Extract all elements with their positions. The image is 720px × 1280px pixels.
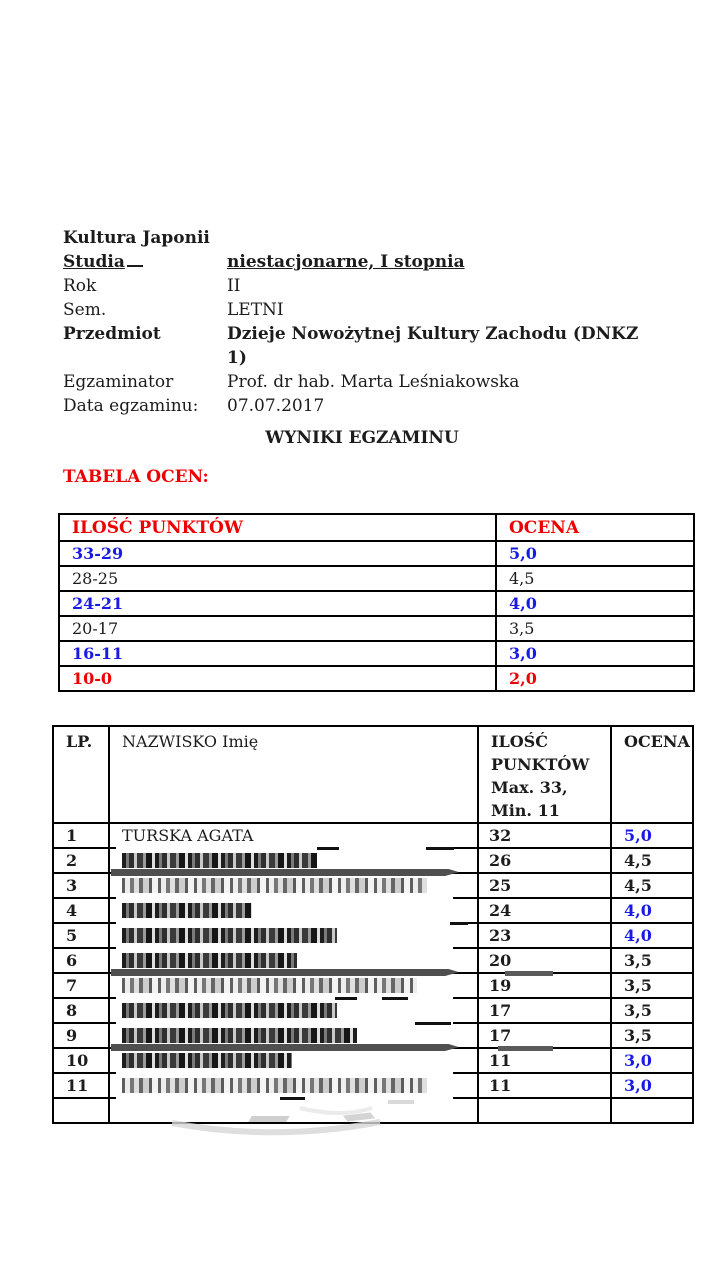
lp-cell: 11 (53, 1073, 109, 1098)
field-studia (63, 250, 663, 274)
redacted-name (122, 1028, 357, 1043)
field-egzaminator (63, 370, 663, 394)
lp-cell (53, 1098, 109, 1123)
table-row (59, 616, 694, 641)
scan-artifact-fragment (505, 971, 553, 976)
name-cell (109, 848, 478, 873)
points-cell: 26 (478, 848, 611, 873)
field-label: Rok (63, 276, 97, 296)
table-row (53, 1073, 693, 1098)
scan-artifact-dash (426, 847, 454, 850)
field-label: Studia (63, 252, 125, 272)
lp-cell: 9 (53, 1023, 109, 1048)
table-row (53, 898, 693, 923)
points-cell: 17 (478, 1023, 611, 1048)
points-range: 10-0 (59, 666, 496, 691)
redacted-name (122, 1003, 337, 1018)
points-cell: 11 (478, 1048, 611, 1073)
table-row (53, 1023, 693, 1048)
field-value: Prof. dr hab. Marta Leśniakowska (227, 372, 520, 392)
field-label: Data egzaminu: (63, 396, 199, 416)
results-table (52, 725, 694, 1124)
points-cell: 20 (478, 948, 611, 973)
grade-cell: 3,5 (611, 973, 693, 998)
name-cell (109, 923, 478, 948)
lp-cell: 1 (53, 823, 109, 848)
points-header (478, 726, 611, 823)
name-cell (109, 1023, 478, 1048)
field-label: Egzaminator (63, 372, 174, 392)
grade-value: 4,5 (496, 566, 694, 591)
table-row (59, 566, 694, 591)
name-cell (109, 1048, 478, 1073)
name-cell (109, 1073, 478, 1098)
redacted-name (122, 978, 417, 993)
grade-cell: 4,0 (611, 898, 693, 923)
table-row (59, 666, 694, 691)
field-value: LETNI (227, 300, 284, 320)
lp-cell: 2 (53, 848, 109, 873)
table-row (53, 973, 693, 998)
grade-cell: 3,5 (611, 998, 693, 1023)
document-header (63, 226, 663, 418)
points-cell: 11 (478, 1073, 611, 1098)
redacted-name (122, 853, 317, 868)
redacted-name (122, 1078, 427, 1093)
redacted-name (122, 903, 252, 918)
points-range: 28-25 (59, 566, 496, 591)
grade-header: OCENA (611, 726, 693, 823)
field-przedmiot (63, 322, 663, 370)
lp-cell: 5 (53, 923, 109, 948)
name-header: NAZWISKO Imię (109, 726, 478, 823)
scan-artifact-dash (280, 1097, 305, 1100)
name-cell (109, 823, 478, 848)
points-range: 33-29 (59, 541, 496, 566)
grade-cell: 3,0 (611, 1073, 693, 1098)
grade-value: 2,0 (496, 666, 694, 691)
redacted-name (122, 1053, 292, 1068)
points-range: 20-17 (59, 616, 496, 641)
table-row (59, 641, 694, 666)
student-name: TURSKA AGATA (122, 826, 254, 845)
lp-cell: 8 (53, 998, 109, 1023)
table-row (59, 541, 694, 566)
grade-cell: 5,0 (611, 823, 693, 848)
field-value: niestacjonarne, I stopnia (227, 252, 465, 272)
scan-artifact-dash (450, 922, 468, 925)
points-range: 24-21 (59, 591, 496, 616)
scan-smudge (248, 1116, 289, 1122)
field-rok (63, 274, 663, 298)
table-row (53, 998, 693, 1023)
table-header-row (59, 514, 694, 541)
table-row (53, 823, 693, 848)
points-range: 16-11 (59, 641, 496, 666)
lp-cell: 3 (53, 873, 109, 898)
points-cell: 24 (478, 898, 611, 923)
grade-cell (611, 1098, 693, 1123)
name-cell (109, 948, 478, 973)
lp-cell: 4 (53, 898, 109, 923)
field-value: 07.07.2017 (227, 396, 325, 416)
redacted-name (122, 878, 427, 893)
table-row (53, 1048, 693, 1073)
table-row (59, 591, 694, 616)
scan-artifact-dash (335, 997, 357, 1000)
scan-artifact-dash (317, 847, 339, 850)
section-title: WYNIKI EGZAMINU (265, 428, 459, 448)
grade-header: OCENA (496, 514, 694, 541)
grade-value: 4,0 (496, 591, 694, 616)
points-header-line1: ILOŚĆ (491, 732, 548, 751)
points-header: ILOŚĆ PUNKTÓW (59, 514, 496, 541)
table-row (53, 848, 693, 873)
points-cell: 23 (478, 923, 611, 948)
name-cell (109, 898, 478, 923)
redacted-name (122, 928, 337, 943)
course-title-line (63, 226, 663, 250)
grade-cell: 3,5 (611, 1023, 693, 1048)
points-cell: 25 (478, 873, 611, 898)
points-cell: 17 (478, 998, 611, 1023)
name-cell (109, 873, 478, 898)
lp-cell: 7 (53, 973, 109, 998)
grade-cell: 3,0 (611, 1048, 693, 1073)
scan-artifact-dash (415, 1022, 451, 1025)
points-header-line4: Min. 11 (491, 801, 560, 820)
grade-cell: 4,5 (611, 848, 693, 873)
name-cell (109, 998, 478, 1023)
scan-artifact-fragment (498, 1046, 553, 1051)
grade-cell: 4,5 (611, 873, 693, 898)
redacted-name (122, 953, 297, 968)
points-cell (478, 1098, 611, 1123)
course-title: Kultura Japonii (63, 228, 210, 248)
lp-header: LP. (53, 726, 109, 823)
field-value: Dzieje Nowożytnej Kultury Zachodu (DNKZ 1) (227, 324, 639, 368)
table-header-row (53, 726, 693, 823)
grade-value: 3,0 (496, 641, 694, 666)
table-row-empty (53, 1098, 693, 1123)
grade-value: 5,0 (496, 541, 694, 566)
table-row (53, 923, 693, 948)
points-cell: 19 (478, 973, 611, 998)
field-sem (63, 298, 663, 322)
points-header-line2: PUNKTÓW (491, 755, 590, 774)
grade-value: 3,5 (496, 616, 694, 641)
lp-cell: 6 (53, 948, 109, 973)
grade-cell: 4,0 (611, 923, 693, 948)
points-cell: 32 (478, 823, 611, 848)
table-row (53, 873, 693, 898)
field-label: Przedmiot (63, 324, 161, 344)
lp-cell: 10 (53, 1048, 109, 1073)
grade-scale-table (58, 513, 695, 692)
field-value: II (227, 276, 241, 296)
underline-tail (127, 251, 143, 267)
name-cell (109, 973, 478, 998)
scan-artifact-dash (382, 997, 408, 1000)
points-header-line3: Max. 33, (491, 778, 568, 797)
name-cell (109, 1098, 478, 1123)
table-row (53, 948, 693, 973)
field-data-egzaminu (63, 394, 663, 418)
grade-cell: 3,5 (611, 948, 693, 973)
field-label: Sem. (63, 300, 107, 320)
grade-table-label: TABELA OCEN: (63, 467, 209, 487)
